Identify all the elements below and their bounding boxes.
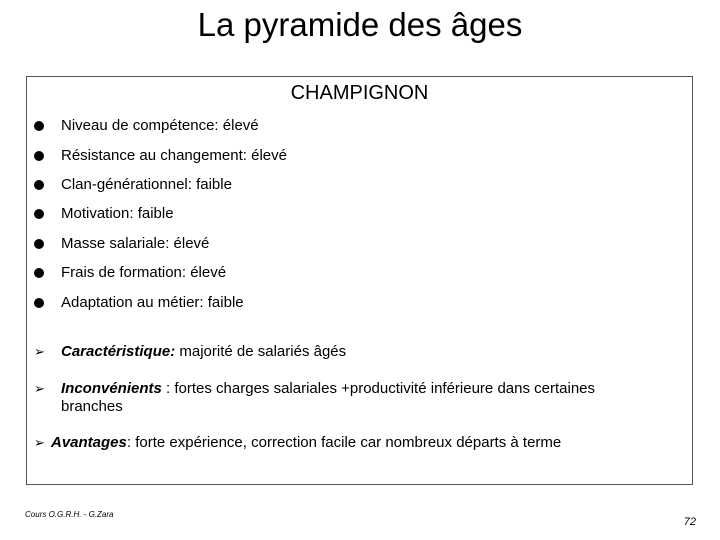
footer-source: Cours O.G.R.H. - G.Zara [25,510,114,519]
inconvenients-desc: : fortes charges salariales +productivité inférieure dans certaines [161,380,595,397]
bullet-text: Résistance au changement: élevé [61,147,287,164]
bullet-text: Clan-générationnel: faible [61,176,232,193]
bullet-dot-icon [34,180,44,190]
bullet-text: Motivation: faible [61,205,174,222]
arrow-bullet-icon: ➢ [34,344,45,359]
inconvenients-text [61,380,661,416]
bullet-dot-icon [34,209,44,219]
bullet-dot-icon [34,121,44,131]
bullet-text: Frais de formation: élevé [61,264,227,281]
bullet-text: Niveau de compétence: élevé [61,117,259,134]
arrow-bullet-icon: ➢ [34,435,45,450]
caracteristique-desc: majorité de salariés âgés [175,343,347,360]
caracteristique-point [34,343,674,363]
caracteristique-text [61,343,346,361]
avantages-term: Avantages [51,434,127,451]
bullet-dot-icon [34,239,44,249]
content-box [26,76,693,485]
slide-title: La pyramide des âges [197,6,523,43]
avantages-desc: : forte expérience, correction facile car nombreux départs à terme [126,434,562,451]
bullet-dot-icon [34,268,44,278]
inconvenients-point [34,380,674,420]
box-heading: CHAMPIGNON [290,82,429,104]
arrow-bullet-icon: ➢ [34,381,45,396]
inconvenients-term: Inconvénients [61,380,162,397]
bullet-text: Masse salariale: élevé [61,235,210,252]
avantages-point [34,434,684,454]
page-number: 72 [683,516,696,528]
avantages-text [51,434,561,452]
bullet-dot-icon [34,151,44,161]
caracteristique-term: Caractéristique: [61,343,176,360]
bullet-dot-icon [34,298,44,308]
bullet-text: Adaptation au métier: faible [61,294,244,311]
inconvenients-desc-cont: branches [61,398,123,415]
